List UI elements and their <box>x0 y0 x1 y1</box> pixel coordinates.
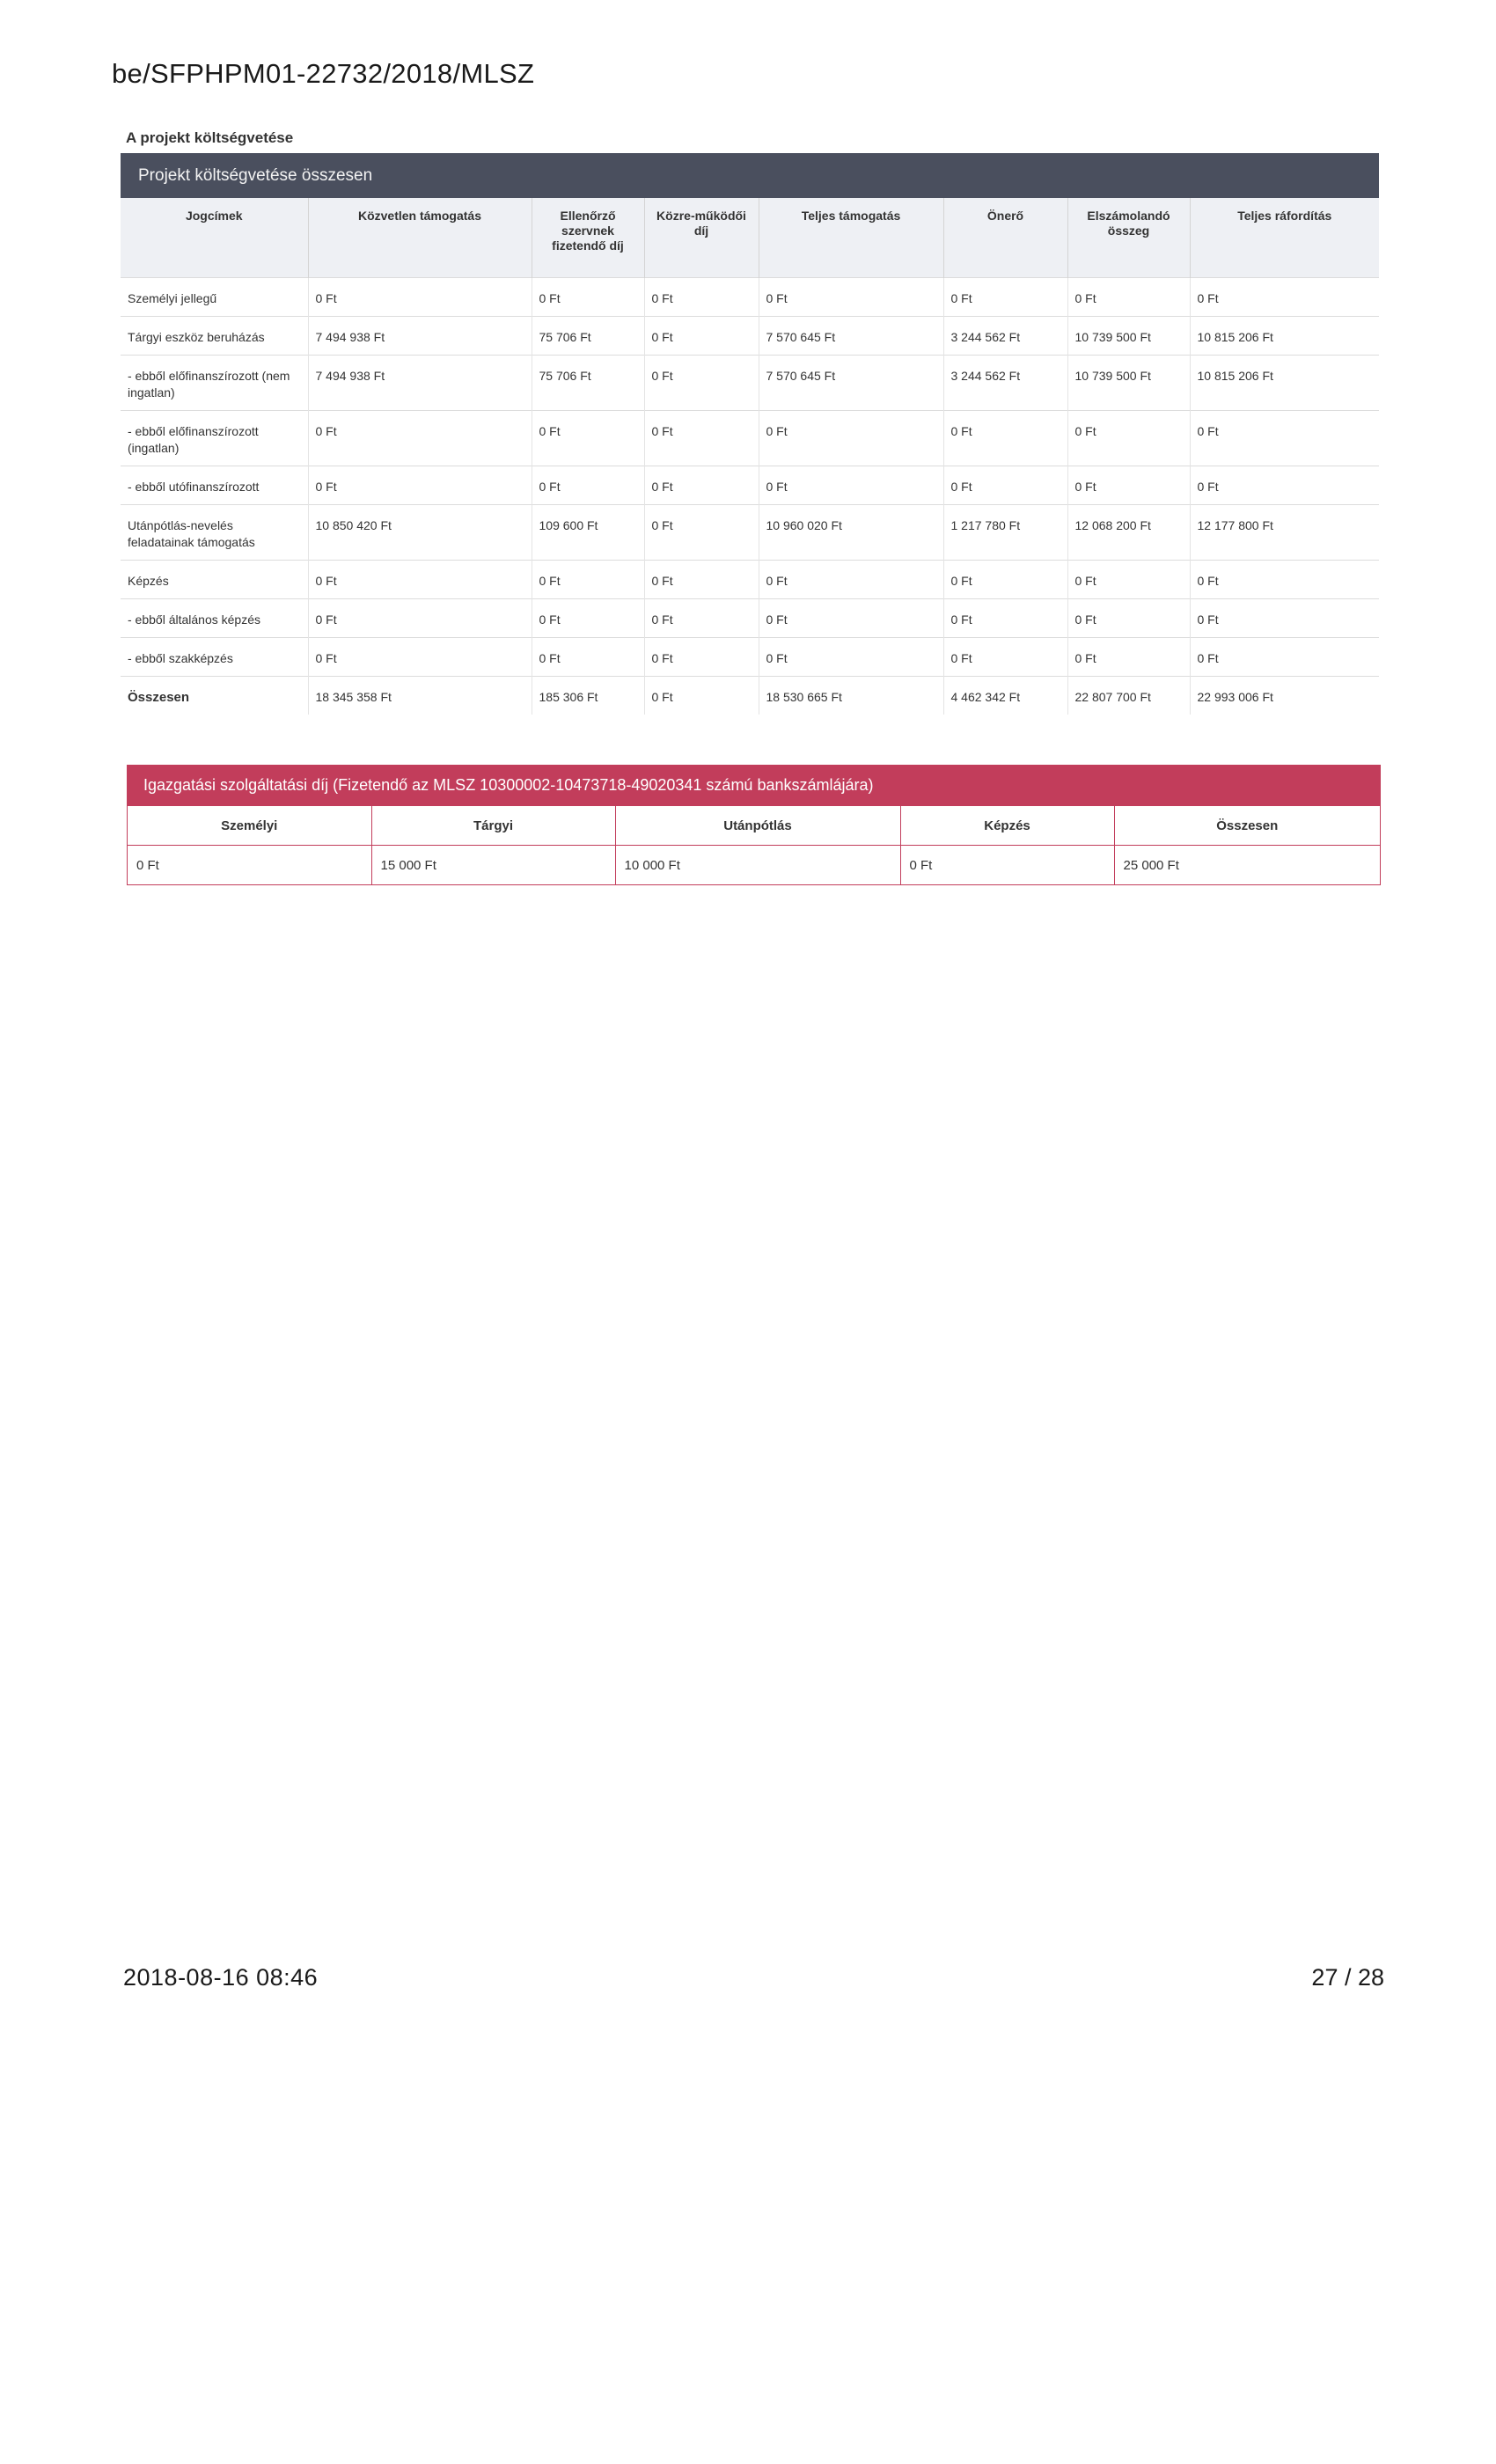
cell-value: 0 Ft <box>532 277 644 316</box>
header-elszamolando-osszeg: Elszámolandó összeg <box>1067 198 1190 277</box>
table-row <box>121 410 1379 466</box>
cell-value: 10 815 206 Ft <box>1190 355 1379 410</box>
fee-header-szemelyi: Személyi <box>128 806 371 846</box>
cell-value: 0 Ft <box>1067 277 1190 316</box>
cell-value: 75 706 Ft <box>532 316 644 355</box>
budget-panel <box>121 153 1379 715</box>
row-label: - ebből előfinanszírozott (ingatlan) <box>121 410 308 466</box>
total-value: 0 Ft <box>644 676 759 715</box>
header-kozvetlen-tamogatas: Közvetlen támogatás <box>308 198 532 277</box>
cell-value: 0 Ft <box>532 560 644 598</box>
cell-value: 0 Ft <box>644 410 759 466</box>
cell-value: 0 Ft <box>1067 598 1190 637</box>
fee-value-kepzes: 0 Ft <box>900 846 1114 885</box>
fee-panel <box>127 765 1381 885</box>
header-ellenorzo-dij: Ellenőrző szervnek fizetendő díj <box>532 198 644 277</box>
total-value: 4 462 342 Ft <box>943 676 1067 715</box>
header-teljes-tamogatas: Teljes támogatás <box>759 198 943 277</box>
cell-value: 12 177 800 Ft <box>1190 504 1379 560</box>
cell-value: 7 570 645 Ft <box>759 316 943 355</box>
cell-value: 0 Ft <box>943 637 1067 676</box>
row-label: - ebből utófinanszírozott <box>121 466 308 504</box>
cell-value: 0 Ft <box>644 277 759 316</box>
cell-value: 0 Ft <box>308 410 532 466</box>
cell-value: 0 Ft <box>644 316 759 355</box>
fee-value-osszesen: 25 000 Ft <box>1114 846 1380 885</box>
section-title: A projekt költségvetése <box>126 129 294 146</box>
header-kozremukodoi-dij: Közre-működői díj <box>644 198 759 277</box>
fee-header-kepzes: Képzés <box>900 806 1114 846</box>
cell-value: 10 815 206 Ft <box>1190 316 1379 355</box>
cell-value: 0 Ft <box>759 560 943 598</box>
fee-header-row <box>128 806 1380 846</box>
row-label: Személyi jellegű <box>121 277 308 316</box>
cell-value: 0 Ft <box>532 637 644 676</box>
cell-value: 0 Ft <box>308 637 532 676</box>
cell-value: 10 739 500 Ft <box>1067 316 1190 355</box>
footer-timestamp: 2018-08-16 08:46 <box>123 1964 319 1991</box>
cell-value: 10 739 500 Ft <box>1067 355 1190 410</box>
cell-value: 12 068 200 Ft <box>1067 504 1190 560</box>
table-row <box>121 277 1379 316</box>
table-row <box>121 466 1379 504</box>
cell-value: 0 Ft <box>943 560 1067 598</box>
table-row <box>121 637 1379 676</box>
header-onero: Önerő <box>943 198 1067 277</box>
budget-panel-title: Projekt költségvetése összesen <box>121 153 1379 198</box>
cell-value: 0 Ft <box>759 598 943 637</box>
cell-value: 7 570 645 Ft <box>759 355 943 410</box>
cell-value: 0 Ft <box>1190 277 1379 316</box>
cell-value: 0 Ft <box>644 504 759 560</box>
cell-value: 0 Ft <box>308 277 532 316</box>
cell-value: 0 Ft <box>943 598 1067 637</box>
fee-panel-title: Igazgatási szolgáltatási díj (Fizetendő az MLSZ 10300002-10473718-49020341 számú bankszámlájára) <box>128 766 1380 805</box>
cell-value: 0 Ft <box>759 277 943 316</box>
total-value: 22 993 006 Ft <box>1190 676 1379 715</box>
cell-value: 0 Ft <box>1067 560 1190 598</box>
cell-value: 0 Ft <box>1190 637 1379 676</box>
fee-header-osszesen: Összesen <box>1114 806 1380 846</box>
cell-value: 7 494 938 Ft <box>308 355 532 410</box>
table-row <box>121 560 1379 598</box>
total-label: Összesen <box>121 676 308 715</box>
table-row <box>121 504 1379 560</box>
fee-header-utanpotlas: Utánpótlás <box>615 806 900 846</box>
row-label: Képzés <box>121 560 308 598</box>
fee-value-utanpotlas: 10 000 Ft <box>615 846 900 885</box>
cell-value: 75 706 Ft <box>532 355 644 410</box>
row-label: Tárgyi eszköz beruházás <box>121 316 308 355</box>
fee-header-targyi: Tárgyi <box>371 806 615 846</box>
cell-value: 0 Ft <box>308 466 532 504</box>
cell-value: 0 Ft <box>308 598 532 637</box>
cell-value: 0 Ft <box>759 637 943 676</box>
table-row <box>121 316 1379 355</box>
cell-value: 0 Ft <box>1190 466 1379 504</box>
total-value: 22 807 700 Ft <box>1067 676 1190 715</box>
cell-value: 7 494 938 Ft <box>308 316 532 355</box>
cell-value: 0 Ft <box>1067 637 1190 676</box>
cell-value: 0 Ft <box>1190 598 1379 637</box>
cell-value: 0 Ft <box>308 560 532 598</box>
cell-value: 0 Ft <box>943 277 1067 316</box>
row-label: - ebből általános képzés <box>121 598 308 637</box>
total-row <box>121 676 1379 715</box>
cell-value: 0 Ft <box>1190 560 1379 598</box>
cell-value: 0 Ft <box>644 466 759 504</box>
fee-table <box>128 805 1380 884</box>
cell-value: 1 217 780 Ft <box>943 504 1067 560</box>
header-teljes-raforditas: Teljes ráfordítás <box>1190 198 1379 277</box>
cell-value: 0 Ft <box>943 466 1067 504</box>
total-value: 18 530 665 Ft <box>759 676 943 715</box>
table-row <box>121 355 1379 410</box>
cell-value: 0 Ft <box>532 410 644 466</box>
fee-values-row <box>128 846 1380 885</box>
cell-value: 0 Ft <box>1067 410 1190 466</box>
cell-value: 0 Ft <box>532 598 644 637</box>
header-jogcimek: Jogcímek <box>121 198 308 277</box>
cell-value: 10 850 420 Ft <box>308 504 532 560</box>
row-label: - ebből szakképzés <box>121 637 308 676</box>
cell-value: 3 244 562 Ft <box>943 316 1067 355</box>
cell-value: 0 Ft <box>644 560 759 598</box>
cell-value: 0 Ft <box>644 598 759 637</box>
cell-value: 0 Ft <box>532 466 644 504</box>
cell-value: 10 960 020 Ft <box>759 504 943 560</box>
budget-header-row <box>121 198 1379 277</box>
row-label: Utánpótlás-nevelés feladatainak támogatás <box>121 504 308 560</box>
budget-table <box>121 198 1379 715</box>
cell-value: 0 Ft <box>759 410 943 466</box>
footer-page-number: 27 / 28 <box>1311 1964 1384 1991</box>
cell-value: 0 Ft <box>1190 410 1379 466</box>
cell-value: 0 Ft <box>759 466 943 504</box>
cell-value: 0 Ft <box>644 355 759 410</box>
cell-value: 0 Ft <box>943 410 1067 466</box>
row-label: - ebből előfinanszírozott (nem ingatlan) <box>121 355 308 410</box>
cell-value: 3 244 562 Ft <box>943 355 1067 410</box>
cell-value: 109 600 Ft <box>532 504 644 560</box>
total-value: 18 345 358 Ft <box>308 676 532 715</box>
fee-value-targyi: 15 000 Ft <box>371 846 615 885</box>
document-id: be/SFPHPM01-22732/2018/MLSZ <box>112 58 535 89</box>
fee-value-szemelyi: 0 Ft <box>128 846 371 885</box>
total-value: 185 306 Ft <box>532 676 644 715</box>
cell-value: 0 Ft <box>1067 466 1190 504</box>
table-row <box>121 598 1379 637</box>
cell-value: 0 Ft <box>644 637 759 676</box>
